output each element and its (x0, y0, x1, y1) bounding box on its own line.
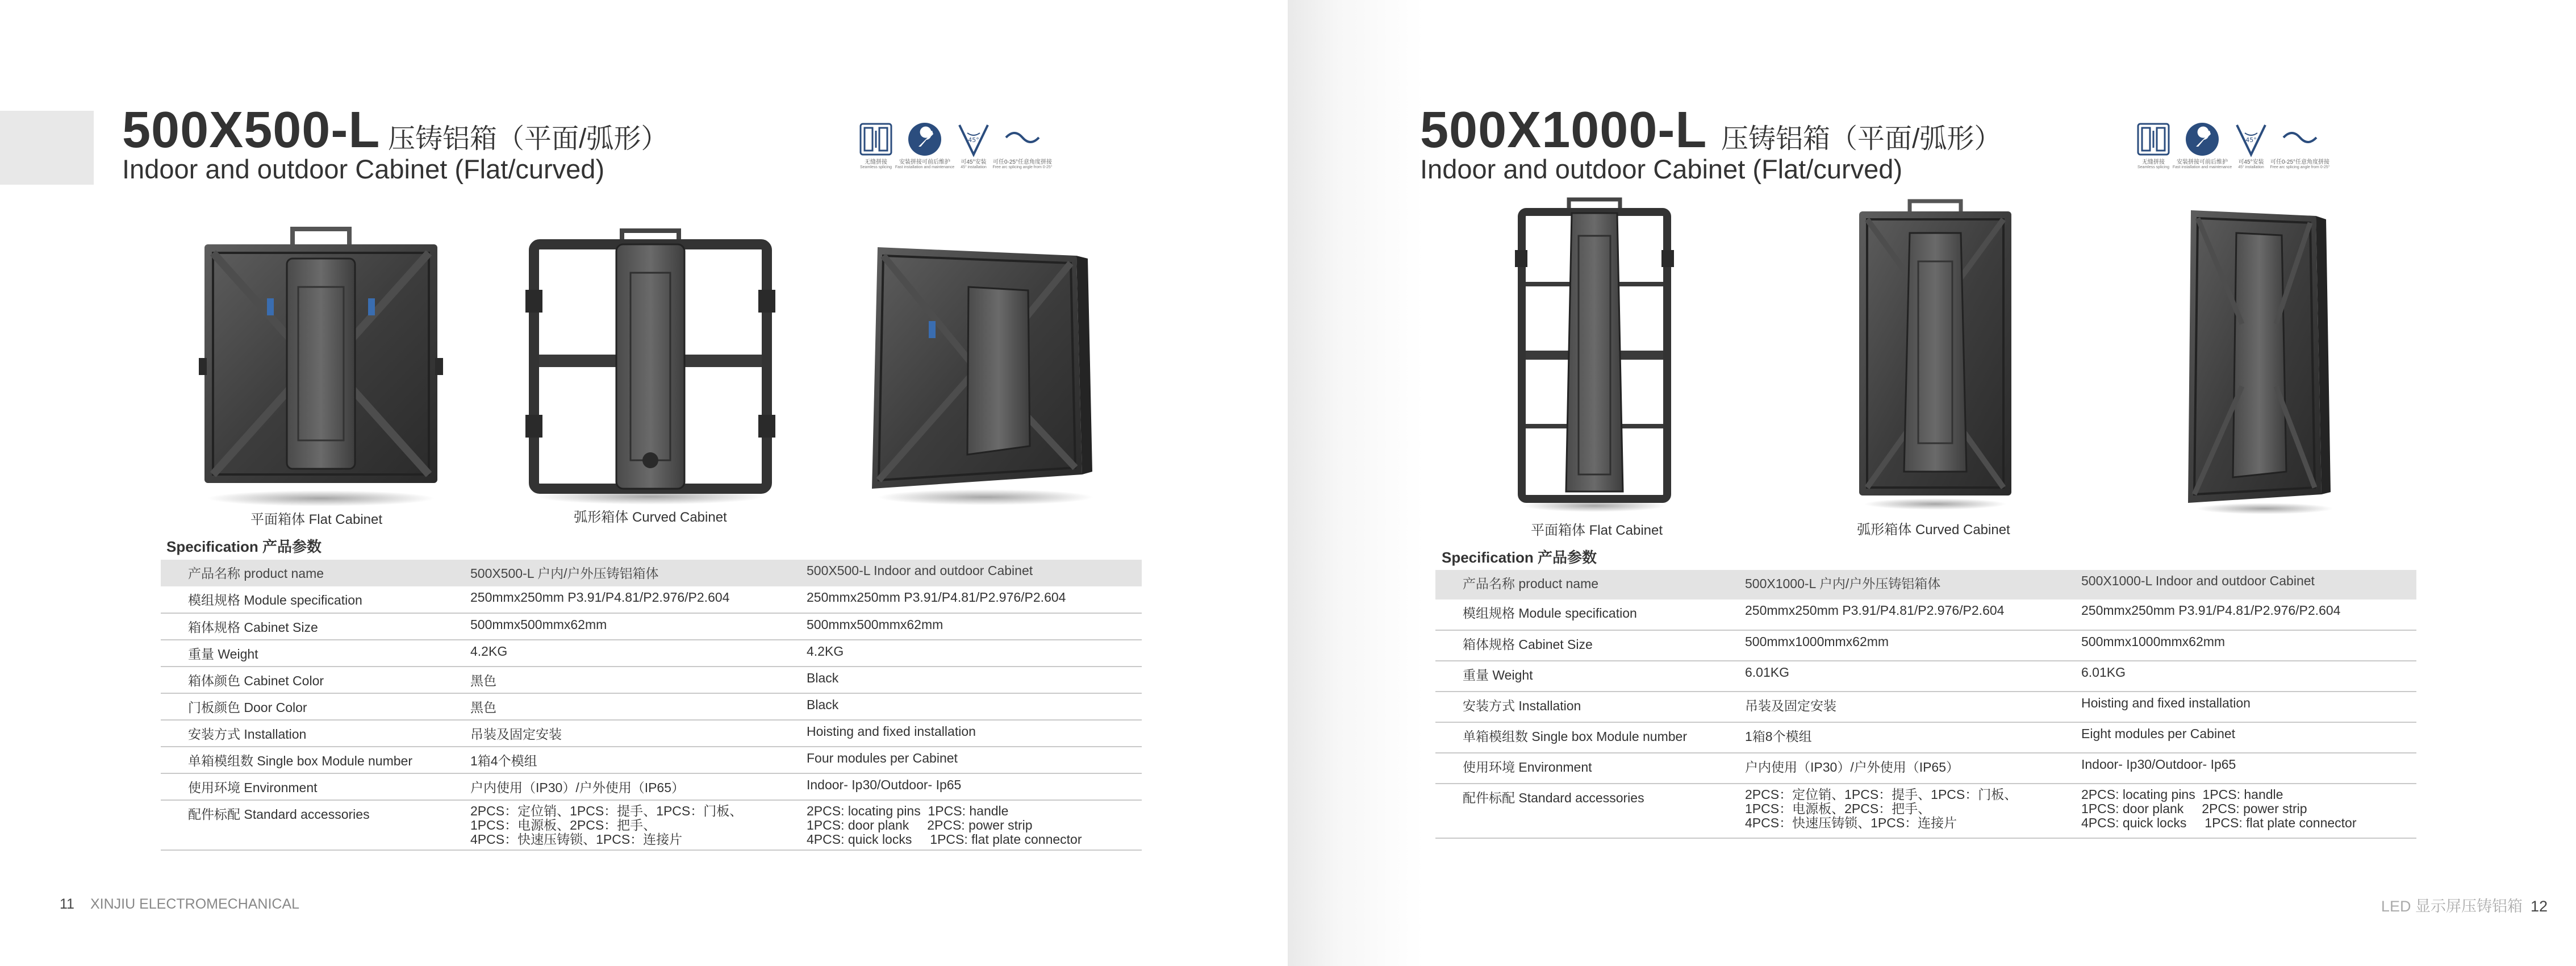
flat-cabinet-image (1515, 196, 1674, 514)
right-page (1288, 0, 2576, 966)
table-row (1435, 784, 2416, 838)
icon-caption: 可任0-25°任意角度拼接 (993, 159, 1053, 165)
spec-label: 安装方式 Installation (1435, 692, 1722, 722)
table-row (161, 800, 1142, 850)
spec-value-cn: 户内使用（IP30）/户外使用（IP65） (448, 773, 784, 800)
curve-wave-icon (2281, 120, 2319, 158)
curve-wave-icon (1004, 120, 1041, 158)
page-number: 11 (60, 896, 74, 912)
icon-caption-en: Seamless splicing (2137, 165, 2170, 169)
spec-label: 箱体颜色 Cabinet Color (161, 667, 448, 693)
curved-cabinet-caption: 弧形箱体 Curved Cabinet (1857, 522, 2010, 538)
spec-value-en: Indoor- Ip30/Outdoor- Ip65 (784, 773, 1142, 800)
curved-cabinet-image (525, 227, 775, 506)
feature-maintenance (2172, 120, 2232, 170)
spec-label: 模组规格 Module specification (1435, 599, 1722, 630)
angle-45-icon (955, 120, 992, 158)
table-row (161, 640, 1142, 667)
spec-value-cn: 黑色 (448, 667, 784, 693)
chinese-title: 压铸铝箱（平面/弧形） (388, 124, 669, 154)
footer (2381, 894, 2548, 916)
spec-label: 单箱模组数 Single box Module number (1435, 722, 1722, 753)
spec-label: 重量 Weight (161, 640, 448, 667)
spec-heading: Specification 产品参数 (166, 538, 322, 555)
spec-value-cn: 2PCS：定位销、1PCS：提手、1PCS：门板、 1PCS：电源板、2PCS：把手、 4PCS：快速压铸锁、1PCS：连接片 (448, 800, 784, 850)
page-number: 12 (2530, 898, 2548, 915)
angled-cabinet-image (2185, 199, 2339, 517)
icon-caption-en: Seamless splicing (859, 165, 892, 169)
icon-caption-en: Free arc splicing angle from 0-25° (992, 165, 1053, 169)
spec-label: 配件标配 Standard accessories (161, 800, 448, 850)
spec-label: 使用环境 Environment (1435, 753, 1722, 784)
feature-seamless (2134, 120, 2173, 170)
feature-icons (2134, 120, 2330, 170)
feature-maintenance (895, 120, 955, 170)
spec-value-en: Hoisting and fixed installation (784, 720, 1142, 747)
corner-decoration (0, 111, 94, 185)
spec-value-en: Hoisting and fixed installation (2059, 692, 2416, 722)
icon-caption-en: 45° installation (2238, 165, 2264, 169)
spec-value-en: Black (784, 693, 1142, 720)
flat-cabinet-image (199, 224, 443, 509)
icon-caption-en: Fast installation and maintenance (2172, 165, 2232, 169)
wrench-icon (906, 120, 943, 158)
spec-label: 门板颜色 Door Color (161, 693, 448, 720)
icon-caption: 可任0-25°任意角度拼接 (2270, 159, 2330, 165)
icon-caption: 可45°安装 (2238, 159, 2264, 165)
spec-value-en: Black (784, 667, 1142, 693)
icon-caption: 无缝拼接 (2142, 159, 2165, 165)
spec-label: 单箱模组数 Single box Module number (161, 747, 448, 773)
footer-title: LED 显示屏压铸铝箱 (2381, 898, 2523, 915)
spec-value-cn: 500mmx500mmx62mm (448, 613, 784, 640)
spec-value-en: Eight modules per Cabinet (2059, 722, 2416, 753)
spec-value-en: Indoor- Ip30/Outdoor- Ip65 (2059, 753, 2416, 784)
table-row (161, 613, 1142, 640)
footer-company: XINJIU ELECTROMECHANICAL (90, 896, 300, 912)
spec-label: 安装方式 Installation (161, 720, 448, 747)
spec-label: 模组规格 Module specification (161, 586, 448, 613)
curved-cabinet-caption: 弧形箱体 Curved Cabinet (574, 510, 727, 525)
spec-value-en: 500X500-L Indoor and outdoor Cabinet (784, 560, 1142, 586)
feature-angle (2232, 120, 2270, 170)
spec-value-cn: 1箱4个模组 (448, 747, 784, 773)
svg-text:45°: 45° (968, 136, 979, 144)
table-row (161, 667, 1142, 693)
icon-caption-en: 45° installation (961, 165, 987, 169)
curved-cabinet-image (1856, 199, 2015, 511)
spec-value-en: 2PCS: locating pins 1PCS: handle 1PCS: door plank 2PCS: power strip 4PCS: quick locks 1PCS: flat plate connector (2059, 784, 2416, 838)
svg-text:45°: 45° (2245, 136, 2257, 144)
table-row (161, 586, 1142, 613)
table-row (1435, 661, 2416, 692)
table-row (1435, 630, 2416, 661)
angle-45-icon (2232, 120, 2270, 158)
spec-label: 箱体规格 Cabinet Size (1435, 630, 1722, 661)
spec-label: 产品名称 product name (161, 560, 448, 586)
feature-curve (2270, 120, 2330, 170)
spec-value-cn: 吊装及固定安装 (448, 720, 784, 747)
spec-label: 产品名称 product name (1435, 570, 1722, 599)
spec-value-en: Four modules per Cabinet (784, 747, 1142, 773)
spec-value-cn: 户内使用（IP30）/户外使用（IP65） (1722, 753, 2059, 784)
wrench-icon (2183, 120, 2221, 158)
model-title: 500X500-L (122, 102, 381, 159)
feature-angle (954, 120, 993, 170)
seamless-splicing-icon (2135, 120, 2172, 158)
spec-value-cn: 1箱8个模组 (1722, 722, 2059, 753)
flat-cabinet-caption: 平面箱体 Flat Cabinet (1530, 523, 1663, 538)
model-title: 500X1000-L (1420, 102, 1707, 159)
spec-label: 重量 Weight (1435, 661, 1722, 692)
icon-caption-en: Free arc splicing angle from 0-25° (2270, 165, 2330, 169)
spec-value-cn: 250mmx250mm P3.91/P4.81/P2.976/P2.604 (1722, 599, 2059, 630)
flat-cabinet-caption: 平面箱体 Flat Cabinet (250, 512, 383, 527)
feature-curve (992, 120, 1053, 170)
spec-value-en: 2PCS: locating pins 1PCS: handle 1PCS: door plank 2PCS: power strip 4PCS: quick locks 1PCS: flat plate connector (784, 800, 1142, 850)
feature-icons (857, 120, 1053, 170)
spec-value-cn: 500mmx1000mmx62mm (1722, 630, 2059, 661)
spec-label: 箱体规格 Cabinet Size (161, 613, 448, 640)
spec-value-en: 4.2KG (784, 640, 1142, 667)
spec-value-en: 250mmx250mm P3.91/P4.81/P2.976/P2.604 (784, 586, 1142, 613)
footer (60, 896, 299, 913)
spec-value-cn: 500X500-L 户内/户外压铸铝箱体 (448, 560, 784, 586)
spec-value-en: 500mmx1000mmx62mm (2059, 630, 2416, 661)
table-row (161, 747, 1142, 773)
english-title: Indoor and outdoor Cabinet (Flat/curved) (1420, 154, 1903, 184)
spec-label: 使用环境 Environment (161, 773, 448, 800)
spec-table (161, 560, 1142, 851)
feature-seamless (857, 120, 895, 170)
spec-value-cn: 6.01KG (1722, 661, 2059, 692)
chinese-title: 压铸铝箱（平面/弧形） (1721, 124, 2002, 154)
table-row (1435, 722, 2416, 753)
spec-value-en: 500mmx500mmx62mm (784, 613, 1142, 640)
spec-value-cn: 吊装及固定安装 (1722, 692, 2059, 722)
spec-value-cn: 250mmx250mm P3.91/P4.81/P2.976/P2.604 (448, 586, 784, 613)
spec-value-en: 6.01KG (2059, 661, 2416, 692)
spec-heading: Specification 产品参数 (1442, 549, 1597, 566)
spec-value-cn: 4.2KG (448, 640, 784, 667)
table-row (161, 773, 1142, 800)
spec-value-en: 500X1000-L Indoor and outdoor Cabinet (2059, 570, 2416, 599)
icon-caption-en: Fast installation and maintenance (895, 165, 955, 169)
spec-value-en: 250mmx250mm P3.91/P4.81/P2.976/P2.604 (2059, 599, 2416, 630)
icon-caption: 安装拼接可前后维护 (2177, 159, 2228, 165)
icon-caption: 可45°安装 (961, 159, 987, 165)
table-row (1435, 599, 2416, 630)
table-row (1435, 753, 2416, 784)
icon-caption: 安装拼接可前后维护 (899, 159, 950, 165)
spec-value-cn: 500X1000-L 户内/户外压铸铝箱体 (1722, 570, 2059, 599)
icon-caption: 无缝拼接 (865, 159, 887, 165)
spec-label: 配件标配 Standard accessories (1435, 784, 1722, 838)
table-row (161, 720, 1142, 747)
english-title: Indoor and outdoor Cabinet (Flat/curved) (122, 154, 605, 184)
angled-cabinet-image (866, 236, 1093, 509)
spec-value-cn: 黑色 (448, 693, 784, 720)
table-row (1435, 692, 2416, 722)
table-row (1435, 570, 2416, 599)
spec-table (1435, 570, 2416, 839)
spec-value-cn: 2PCS：定位销、1PCS：提手、1PCS：门板、 1PCS：电源板、2PCS：把手、 4PCS：快速压铸锁、1PCS：连接片 (1722, 784, 2059, 838)
table-row (161, 560, 1142, 586)
table-row (161, 693, 1142, 720)
seamless-splicing-icon (857, 120, 895, 158)
